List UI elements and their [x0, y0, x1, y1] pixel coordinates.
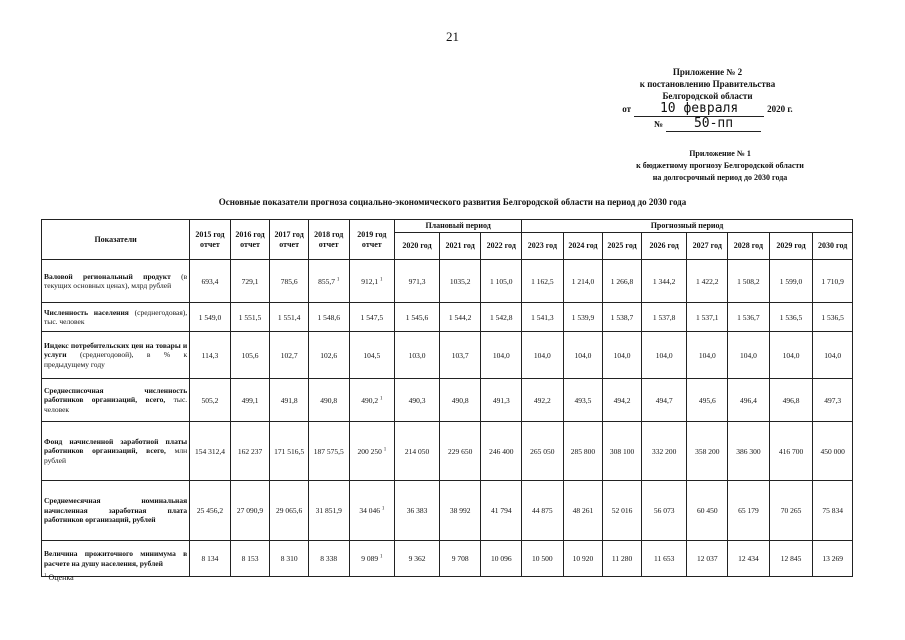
indicator-unit: (среднегодовой), в % к предыдущему году — [44, 350, 188, 369]
value-cell: 386 300 — [728, 422, 770, 481]
value-cell: 44 875 — [522, 481, 564, 541]
indicator-name: Валовой региональный продукт — [44, 271, 171, 281]
appendix-2-region: Белгородской области — [662, 91, 753, 101]
value-cell: 154 312,4 — [190, 422, 231, 481]
value-cell: 495,6 — [687, 379, 728, 422]
value-cell: 104,0 — [728, 332, 770, 379]
planned-year-header: 2020 год — [395, 233, 440, 260]
value-cell: 12 434 — [728, 541, 770, 577]
value-cell: 13 269 — [813, 541, 853, 577]
value-cell: 1 508,2 — [728, 260, 770, 303]
value-cell: 490,8 — [439, 379, 481, 422]
number-prefix: № — [653, 119, 664, 129]
value-cell: 1 536,5 — [813, 303, 853, 332]
indicator-unit: (в текущих основных ценах), млрд рублей — [44, 271, 188, 290]
value-cell: 1 542,8 — [481, 303, 522, 332]
value-cell: 56 073 — [641, 481, 687, 541]
forecast-year-header: 2024 год — [563, 233, 603, 260]
document-title: Основные показатели прогноза социально-экономического развития Белгородской области на период до 2030 года — [218, 197, 687, 207]
value-cell: 103,7 — [439, 332, 481, 379]
forecast-year-header: 2028 год — [728, 233, 770, 260]
value-cell: 1 536,7 — [728, 303, 770, 332]
value-cell: 70 265 — [769, 481, 813, 541]
value-cell: 1 710,9 — [813, 260, 853, 303]
value-cell: 25 456,2 — [190, 481, 231, 541]
value-cell: 105,6 — [230, 332, 270, 379]
estimate-footnote-mark: 1 — [379, 277, 383, 282]
value-cell: 104,0 — [813, 332, 853, 379]
table-body — [42, 260, 853, 577]
value-cell: 11 653 — [641, 541, 687, 577]
value-cell: 102,6 — [308, 332, 349, 379]
value-cell: 1 344,2 — [641, 260, 687, 303]
forecast-year-header: 2030 год — [813, 233, 853, 260]
estimate-footnote-mark: 1 — [336, 277, 340, 282]
value-cell: 104,0 — [481, 332, 522, 379]
date-prefix: от — [622, 104, 632, 114]
appendix-2-date-line — [610, 102, 805, 117]
indicator-label — [42, 422, 190, 481]
value-cell: 9 089 $^1$ — [349, 541, 395, 577]
value-cell: 1 536,5 — [769, 303, 813, 332]
value-cell: 492,2 — [522, 379, 564, 422]
indicator-unit: млн рублей — [44, 446, 188, 465]
value-cell: 65 179 — [728, 481, 770, 541]
indicator-unit: (среднегодовая), тыс. человек — [44, 307, 188, 326]
value-cell: 499,1 — [230, 379, 270, 422]
value-cell: 912,1 $^1$ — [349, 260, 395, 303]
value-cell: 29 065,6 — [270, 481, 309, 541]
value-cell: 214 050 — [395, 422, 440, 481]
value-cell: 60 450 — [687, 481, 728, 541]
footnote-text: Оценка — [48, 573, 74, 582]
value-cell: 38 992 — [439, 481, 481, 541]
value-cell: 1 544,2 — [439, 303, 481, 332]
report-year-header: 2017 год отчет — [270, 220, 309, 260]
value-cell: 171 516,5 — [270, 422, 309, 481]
value-cell: 12 845 — [769, 541, 813, 577]
value-cell: 162 237 — [230, 422, 270, 481]
appendix-1-period: на долгосрочный период до 2030 года — [652, 173, 788, 182]
value-cell: 187 575,5 — [308, 422, 349, 481]
planned-period-header: Плановый период — [395, 220, 522, 233]
value-cell: 971,3 — [395, 260, 440, 303]
estimate-footnote-mark: 1 — [379, 396, 383, 401]
value-cell: 1 548,6 — [308, 303, 349, 332]
table-row — [42, 260, 853, 303]
value-cell: 104,0 — [522, 332, 564, 379]
value-cell: 265 050 — [522, 422, 564, 481]
value-cell: 104,0 — [769, 332, 813, 379]
report-year-header: 2019 год отчет — [349, 220, 395, 260]
value-cell: 1 599,0 — [769, 260, 813, 303]
value-cell: 10 096 — [481, 541, 522, 577]
appendix-2-header — [610, 66, 805, 132]
value-cell: 114,3 — [190, 332, 231, 379]
value-cell: 1 266,8 — [603, 260, 642, 303]
report-year-header: 2015 год отчет — [190, 220, 231, 260]
value-cell: 308 100 — [603, 422, 642, 481]
value-cell: 11 280 — [603, 541, 642, 577]
value-cell: 450 000 — [813, 422, 853, 481]
value-cell: 1 538,7 — [603, 303, 642, 332]
value-cell: 1 422,2 — [687, 260, 728, 303]
value-cell: 505,2 — [190, 379, 231, 422]
indicator-unit: тыс. человек — [44, 395, 188, 414]
value-cell: 52 016 — [603, 481, 642, 541]
value-cell: 729,1 — [230, 260, 270, 303]
value-cell: 497,3 — [813, 379, 853, 422]
table-row — [42, 379, 853, 422]
value-cell: 229 650 — [439, 422, 481, 481]
forecast-period-header: Прогнозный период — [522, 220, 853, 233]
value-cell: 494,7 — [641, 379, 687, 422]
value-cell: 490,8 — [308, 379, 349, 422]
value-cell: 104,0 — [641, 332, 687, 379]
planned-year-header: 2022 год — [481, 233, 522, 260]
value-cell: 1 549,0 — [190, 303, 231, 332]
value-cell: 332 200 — [641, 422, 687, 481]
value-cell: 75 834 — [813, 481, 853, 541]
value-cell: 104,0 — [687, 332, 728, 379]
value-cell: 1 551,5 — [230, 303, 270, 332]
indicator-name: Среднемесячная номинальная начисленная заработная плата работников организаций, рублей — [44, 496, 188, 525]
indicator-name: Численность населения — [44, 307, 129, 317]
page-number: 21 — [446, 29, 459, 44]
value-cell: 855,7 $^1$ — [308, 260, 349, 303]
value-cell: 1035,2 — [439, 260, 481, 303]
value-cell: 493,5 — [563, 379, 603, 422]
forecast-year-header: 2025 год — [603, 233, 642, 260]
value-cell: 1 539,9 — [563, 303, 603, 332]
table-row — [42, 481, 853, 541]
value-cell: 416 700 — [769, 422, 813, 481]
value-cell: 1 547,5 — [349, 303, 395, 332]
value-cell: 12 037 — [687, 541, 728, 577]
table-row — [42, 332, 853, 379]
value-cell: 104,5 — [349, 332, 395, 379]
value-cell: 491,3 — [481, 379, 522, 422]
value-cell: 9 708 — [439, 541, 481, 577]
value-cell: 1 537,8 — [641, 303, 687, 332]
value-cell: 8 134 — [190, 541, 231, 577]
handwritten-number: 50-пп — [666, 117, 761, 132]
value-cell: 246 400 — [481, 422, 522, 481]
value-cell: 1 545,6 — [395, 303, 440, 332]
appendix-2-resolution: к постановлению Правительства — [639, 79, 776, 89]
indicator-label — [42, 332, 190, 379]
value-cell: 36 383 — [395, 481, 440, 541]
value-cell: 104,0 — [603, 332, 642, 379]
indicator-label — [42, 260, 190, 303]
footnote-mark: 1 — [44, 573, 47, 579]
table-row — [42, 541, 853, 577]
indicator-name: Среднесписочная численность работников организаций, всего, — [44, 385, 188, 405]
table-row — [42, 422, 853, 481]
indicator-name: Величина прожиточного минимума в расчете на душу населения, рублей — [44, 549, 188, 568]
report-year-header: 2018 год отчет — [308, 220, 349, 260]
value-cell: 1 541,3 — [522, 303, 564, 332]
footnote — [44, 573, 74, 582]
indicator-label — [42, 541, 190, 577]
value-cell: 10 500 — [522, 541, 564, 577]
value-cell: 490,2 $^1$ — [349, 379, 395, 422]
appendix-2-number-line — [610, 117, 805, 132]
forecast-year-header: 2023 год — [522, 233, 564, 260]
value-cell: 8 310 — [270, 541, 309, 577]
forecast-year-header: 2029 год — [769, 233, 813, 260]
indicators-header: Показатели — [42, 220, 190, 260]
value-cell: 285 800 — [563, 422, 603, 481]
appendix-2-title: Приложение № 2 — [672, 67, 743, 77]
appendix-1-forecast: к бюджетному прогнозу Белгородской области — [636, 161, 804, 170]
value-cell: 490,3 — [395, 379, 440, 422]
value-cell: 103,0 — [395, 332, 440, 379]
value-cell: 8 338 — [308, 541, 349, 577]
planned-year-header: 2021 год — [439, 233, 481, 260]
value-cell: 8 153 — [230, 541, 270, 577]
handwritten-date: 10 февраля — [634, 102, 764, 117]
estimate-footnote-mark: 1 — [381, 506, 385, 512]
indicator-label — [42, 303, 190, 332]
indicator-label — [42, 481, 190, 541]
value-cell: 10 920 — [563, 541, 603, 577]
year-suffix: 2020 г. — [767, 104, 793, 114]
indicator-name: Индекс потребительских цен на товары и услуги — [44, 340, 188, 360]
value-cell: 200 250 $^1$ — [349, 422, 395, 481]
estimate-footnote-mark: 1 — [383, 447, 387, 452]
forecast-year-header: 2027 год — [687, 233, 728, 260]
value-cell: 27 090,9 — [230, 481, 270, 541]
value-cell: 1 105,0 — [481, 260, 522, 303]
value-cell: 31 851,9 — [308, 481, 349, 541]
appendix-1-header — [600, 148, 840, 184]
appendix-1-title: Приложение № 1 — [689, 149, 751, 158]
value-cell: 1 162,5 — [522, 260, 564, 303]
indicator-name: Фонд начисленной заработной платы работников организаций, всего, — [44, 436, 188, 456]
report-year-header: 2016 год отчет — [230, 220, 270, 260]
value-cell: 41 794 — [481, 481, 522, 541]
value-cell: 785,6 — [270, 260, 309, 303]
value-cell: 693,4 — [190, 260, 231, 303]
estimate-footnote-mark: 1 — [379, 554, 383, 560]
table-row — [42, 303, 853, 332]
value-cell: 358 200 — [687, 422, 728, 481]
value-cell: 496,8 — [769, 379, 813, 422]
value-cell: 34 046 $^1$ — [349, 481, 395, 541]
value-cell: 1 551,4 — [270, 303, 309, 332]
value-cell: 1 214,0 — [563, 260, 603, 303]
indicators-table — [41, 219, 853, 577]
value-cell: 48 261 — [563, 481, 603, 541]
forecast-year-header: 2026 год — [641, 233, 687, 260]
value-cell: 1 537,1 — [687, 303, 728, 332]
indicator-label — [42, 379, 190, 422]
value-cell: 496,4 — [728, 379, 770, 422]
value-cell: 104,0 — [563, 332, 603, 379]
value-cell: 491,8 — [270, 379, 309, 422]
value-cell: 102,7 — [270, 332, 309, 379]
value-cell: 9 362 — [395, 541, 440, 577]
value-cell: 494,2 — [603, 379, 642, 422]
